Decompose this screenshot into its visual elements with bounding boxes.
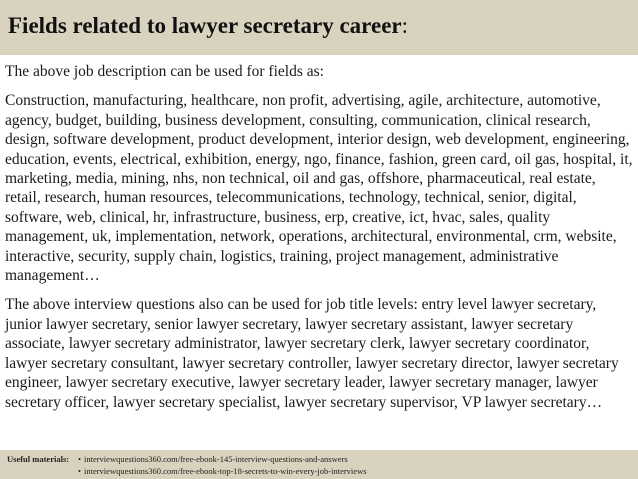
- footer-link-text: interviewquestions360.com/free-ebook-top-18-secrets-to-win-every-job-interviews: [83, 466, 367, 476]
- footer-label: Useful materials:: [7, 454, 70, 464]
- fields-paragraph: Construction, manufacturing, healthcare, non profit, advertising, agile, architecture, automotive, agency, budget, building, business development, consulting, communication, clinical research, design, software development, product development, interior design, web development, engineering, education, events, electrical, exhibition, energy, ngo, finance, fashion, green card, oil gas, hospital, it, marketing, media, mining, nhs, non technical, oil and gas, offshore, pharmaceutical, real estate, retail, research, human resources, telecommunications, technology, technical, senior, digital, software, web, clinical, hr, infrastructure, business, erp, creative, ict, hvac, sales, quality management, uk, implementation, network, operations, architectural, environmental, crm, website, interactive, security, supply chain, logistics, training, project management, administrative management…: [5, 92, 633, 285]
- footer-bar: [0, 450, 638, 479]
- job-levels-paragraph: The above interview questions also can be used for job title levels: entry level lawyer secretary, junior lawyer secretary, senior lawyer secretary, lawyer secretary assistant, lawyer secretary associate, lawyer secretary administrator, lawyer secretary clerk, lawyer secretary coordinator, lawyer secretary consultant, lawyer secretary controller, lawyer secretary director, lawyer secretary engineer, lawyer secretary executive, lawyer secretary leader, lawyer secretary manager, lawyer secretary officer, lawyer secretary specialist, lawyer secretary supervisor, VP lawyer secretary…: [5, 296, 619, 411]
- footer-link-text: interviewquestions360.com/free-ebook-145-interview-questions-and-answers: [83, 454, 348, 464]
- bullet-icon: •: [78, 454, 81, 464]
- page-title: [8, 12, 408, 40]
- footer-links: [78, 453, 367, 477]
- bullet-icon: •: [78, 466, 81, 476]
- content-area: [5, 62, 635, 412]
- page-title-text: Fields related to lawyer secretary career: [8, 13, 402, 38]
- footer-link-ebook-145[interactable]: [78, 453, 367, 465]
- title-bar: [0, 0, 638, 55]
- intro-text: The above job description can be used for fields as:: [5, 63, 324, 80]
- footer-link-ebook-top-18[interactable]: [78, 465, 367, 477]
- page-title-colon: :: [401, 13, 408, 38]
